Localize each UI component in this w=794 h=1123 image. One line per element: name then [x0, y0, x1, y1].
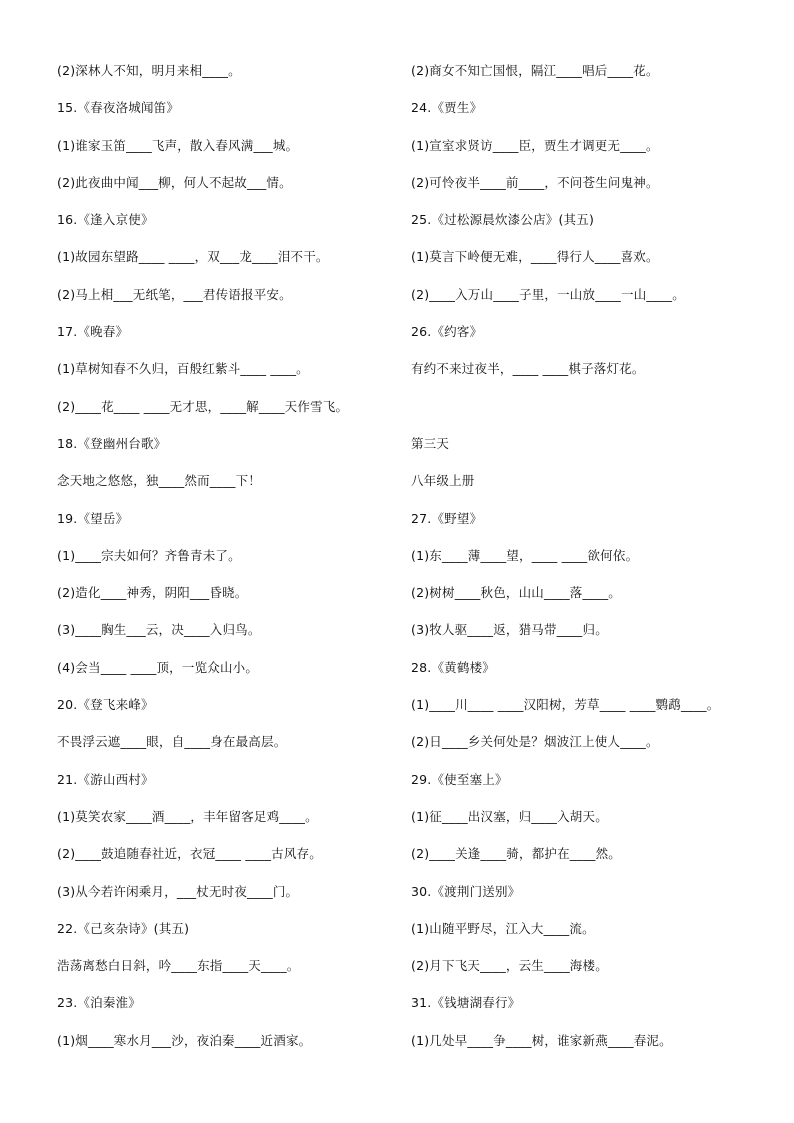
left-fill-in-line: (2)____鼓追随春社近，衣冠____ ____古风存。: [57, 846, 322, 862]
left-poem-title: 22.《己亥杂诗》(其五): [57, 920, 190, 936]
left-fill-in-line: (1)莫笑农家____酒____，丰年留客足鸡____。: [57, 808, 318, 824]
left-fill-in-line: (4)会当____ ____顶，一览众山小。: [57, 659, 259, 675]
left-poem-title: 15.《春夜洛城闻笛》: [57, 100, 180, 116]
left-poem-title: 19.《望岳》: [57, 510, 129, 526]
left-fill-in-line: (2)马上相___无纸笔，___君传语报平安。: [57, 286, 292, 302]
right-fill-in-line: (2)____入万山____子里，一山放____一山____。: [411, 286, 685, 302]
left-poem-title: 16.《逢入京使》: [57, 212, 154, 228]
right-fill-in-line: (1)东____薄____望，____ ____欲何依。: [411, 547, 639, 563]
right-fill-in-line: (1)____川____ ____汉阳树，芳草____ ____鹦鹉____。: [411, 697, 720, 713]
right-poem-title: 第三天: [411, 435, 450, 451]
left-column: [57, 60, 397, 1067]
left-fill-in-line: (1)草树知春不久归，百般红紫斗____ ____。: [57, 361, 309, 377]
right-fill-in-line: (1)山随平野尽，江入大____流。: [411, 920, 595, 936]
right-poem-title: 29.《使至塞上》: [411, 771, 508, 787]
right-fill-in-line: (2)____关逢____骑，都护在____然。: [411, 846, 622, 862]
left-fill-in-line: 念天地之悠悠，独____然而____下！: [57, 473, 262, 489]
right-poem-title: 25.《过松源晨炊漆公店》(其五): [411, 212, 595, 228]
left-poem-title: 23.《泊秦淮》: [57, 995, 141, 1011]
left-fill-in-line: (2)此夜曲中闻___柳，何人不起故___情。: [57, 174, 292, 190]
left-fill-in-line: (1)____宗夫如何？齐鲁青未了。: [57, 547, 241, 563]
left-fill-in-line: 不畏浮云遮____眼，自____身在最高层。: [57, 734, 287, 750]
right-poem-title: 24.《贾生》: [411, 100, 483, 116]
right-blank-line: [411, 396, 751, 433]
left-fill-in-line: (2)造化____神秀，阴阳___昏晓。: [57, 585, 248, 601]
right-poem-title: 26.《约客》: [411, 324, 483, 340]
right-fill-in-line: (1)几处早____争____树，谁家新燕____春泥。: [411, 1032, 672, 1048]
right-fill-in-line: (2)日____乡关何处是？烟波江上使人____。: [411, 734, 659, 750]
right-fill-in-line: (2)树树____秋色，山山____落____。: [411, 585, 622, 601]
right-fill-in-line: (2)月下飞天____，云生____海楼。: [411, 958, 608, 974]
right-fill-in-line: (2)商女不知亡国恨，隔江____唱后____花。: [411, 63, 659, 78]
right-poem-title: 27.《野望》: [411, 510, 483, 526]
right-fill-in-line: (1)莫言下岭便无难，____得行人____喜欢。: [411, 249, 659, 265]
right-fill-in-line: 有约不来过夜半，____ ____棋子落灯花。: [411, 361, 645, 377]
right-fill-in-line: (1)宣室求贤访____臣，贾生才调更无____。: [411, 137, 659, 153]
left-poem-title: 18.《登幽州台歌》: [57, 435, 167, 451]
right-fill-in-line: (2)可怜夜半____前____，不问苍生问鬼神。: [411, 174, 659, 190]
left-poem-title: 21.《游山西村》: [57, 771, 154, 787]
left-fill-in-line: (2)深林人不知，明月来相____。: [57, 63, 241, 78]
right-poem-title: 八年级上册: [411, 473, 475, 489]
left-fill-in-line: (3)____胸生___云，决____入归鸟。: [57, 622, 261, 638]
left-fill-in-line: 浩荡离愁白日斜，吟____东指____天____。: [57, 958, 300, 974]
right-column: [411, 60, 751, 1067]
left-poem-title: 20.《登飞来峰》: [57, 697, 154, 713]
left-fill-in-line: (3)从今若许闲乘月，___杖无时夜____门。: [57, 883, 299, 899]
right-poem-title: 30.《渡荆门送别》: [411, 883, 521, 899]
right-poem-title: 28.《黄鹤楼》: [411, 659, 495, 675]
left-fill-in-line: (2)____花____ ____无才思，____解____天作雪飞。: [57, 398, 349, 414]
left-fill-in-line: (1)故园东望路____ ____，双___龙____泪不干。: [57, 249, 329, 265]
right-fill-in-line: (1)征____出汉塞，归____入胡天。: [411, 808, 608, 824]
left-fill-in-line: (1)烟____寒水月___沙，夜泊秦____近酒家。: [57, 1032, 312, 1048]
right-poem-title: 31.《钱塘湖春行》: [411, 995, 521, 1011]
right-fill-in-line: (3)牧人驱____返，猎马带____归。: [411, 622, 608, 638]
left-poem-title: 17.《晚春》: [57, 324, 129, 340]
left-fill-in-line: (1)谁家玉笛____飞声，散入春风满___城。: [57, 137, 299, 153]
